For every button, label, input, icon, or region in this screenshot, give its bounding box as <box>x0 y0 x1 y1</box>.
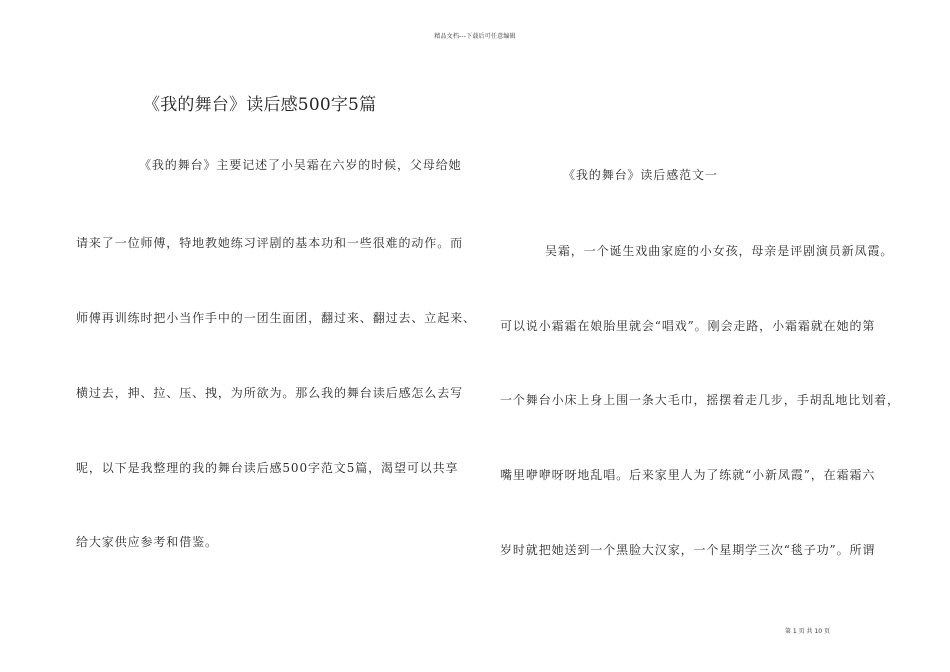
right-paragraph-line: 可以说小霜霜在娘胎里就会“唱戏”。刚会走路，小霜霜就在她的第 <box>500 319 876 333</box>
page-number: 第 1 页 共 10 页 <box>785 628 830 635</box>
left-paragraph-line: 横过去，抻、拉、压、拽，为所欲为。那么我的舞台读后感怎么去写 <box>76 386 464 400</box>
left-paragraph-line: 师傅再训练时把小当作手中的一团生面团，翻过来、翻过去、立起来、 <box>76 311 476 325</box>
right-paragraph-line: 岁时就把她送到一个黑脸大汉家，一个星期学三次“毯子功”。所谓 <box>500 543 876 557</box>
left-paragraph-line: 请来了一位师傅，特地教她练习评剧的基本功和一些很难的动作。而 <box>76 236 464 250</box>
right-paragraph-line: 一个舞台小床上身上围一条大毛巾，摇摆着走几步，手胡乱地比划着， <box>500 393 900 407</box>
section-heading: 《我的舞台》读后感范文一 <box>563 168 718 182</box>
left-paragraph-line: 给大家供应参考和借鉴。 <box>76 535 218 549</box>
right-paragraph-line: 吴霜，一个诞生戏曲家庭的小女孩，母亲是评剧演员新凤霞。 <box>545 244 894 258</box>
left-paragraph-line: 《我的舞台》主要记述了小吴霜在六岁的时候，父母给她 <box>139 158 462 172</box>
left-paragraph-line: 呢，以下是我整理的我的舞台读后感500字范文5篇，渴望可以共享 <box>76 461 459 475</box>
right-paragraph-line: 嘴里咿咿呀呀地乱唱。后来家里人为了练就“小新凤霞”，在霜霜六 <box>500 468 876 482</box>
document-title: 《我的舞台》读后感500字5篇 <box>143 95 377 115</box>
header-note: 精品文档---下载后可任意编辑 <box>434 33 516 40</box>
